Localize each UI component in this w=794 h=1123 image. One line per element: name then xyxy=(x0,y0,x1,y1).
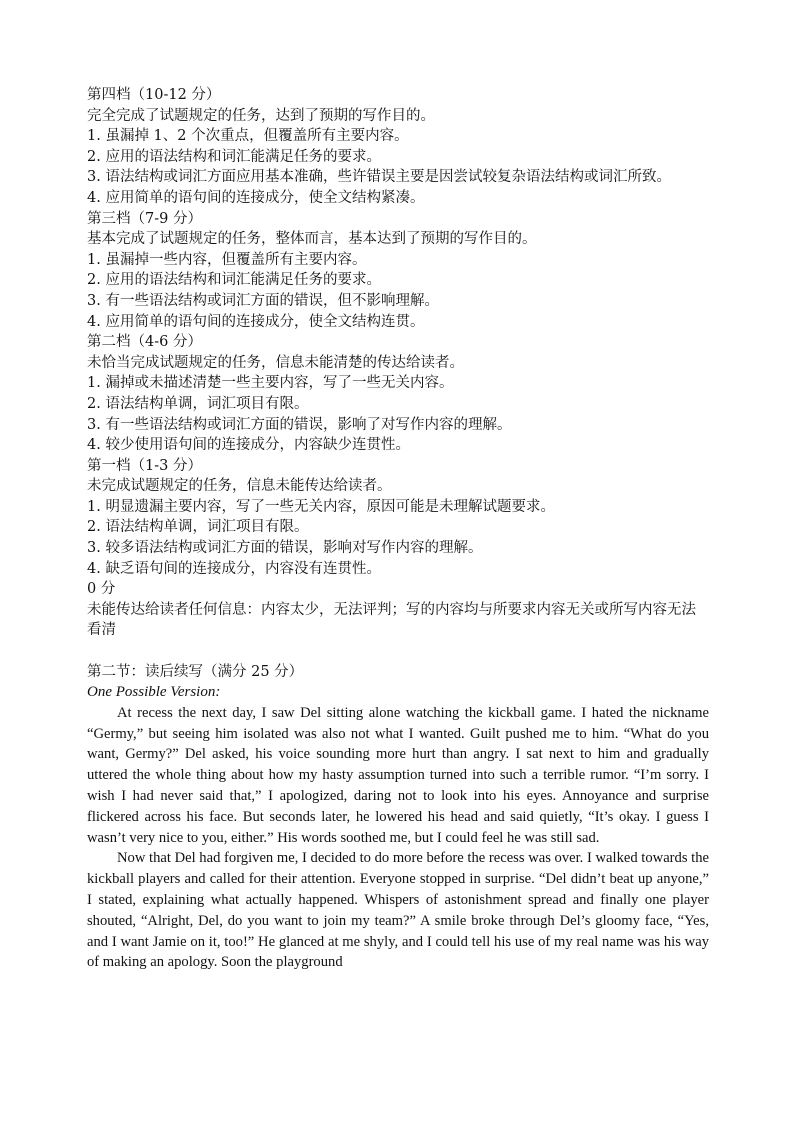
section-spacer xyxy=(87,641,709,662)
level-1-item-2: 2. 语法结构单调，词汇项目有限。 xyxy=(87,519,309,536)
level-3-item-4: 4. 应用简单的语句间的连接成分，使全文结构连贯。 xyxy=(87,313,425,330)
level-3-item-3: 3. 有一些语法结构或词汇方面的错误，但不影响理解。 xyxy=(87,292,439,309)
level-2-item-2: 2. 语法结构单调，词汇项目有限。 xyxy=(87,395,309,412)
section-2-heading: 第二节：读后续写（满分 25 分） xyxy=(87,663,304,680)
level-2-summary: 未恰当完成试题规定的任务，信息未能清楚的传达给读者。 xyxy=(87,354,464,371)
level-4-item-1: 1. 虽漏掉 1、2 个次重点，但覆盖所有主要内容。 xyxy=(87,128,409,145)
level-0-heading: 0 分 xyxy=(87,581,116,598)
level-4-heading: 第四档（10-12 分） xyxy=(87,87,221,103)
level-2-heading: 第二档（4-6 分） xyxy=(87,334,202,351)
essay-paragraph-1: At recess the next day, I saw Del sitting alone watching the kickball game. I hated the nickname “Germy,” but seeing him isolated was also not what I wanted. Guilt pushed me to him. “What do you want, Germy?” Del asked, his voice sounding more hurt than angry. I sat next to him and gradually uttered the whole thing about how my hasty assumption turned into such a terrible rumor. “I’m sorry. I wish I had never said that,” I apologized, daring not to look into his eyes. Annoyance and surprise flickered across his face. But seconds later, he lowered his head and said quietly, “It’s okay. I guess I wasn’t very nice to you, either.” His words soothed me, but I could feel he was still sad. xyxy=(87,704,709,846)
essay-paragraph-2: Now that Del had forgiven me, I decided to do more before the recess was over. I walked towards the kickball players and called for their attention. Everyone stopped in surprise. “Del didn’t beat up anyone,” I stated, explaining what actually happened. Whispers of astonishment spread and finally one player shouted, “Alright, Del, do you want to join my team?” A smile broke through Del’s gloomy face, “Yes, and I want Jamie on it, too!” He glanced at me shyly, and I could tell his use of my real name was his way of making an apology. Soon the playground xyxy=(87,850,709,971)
level-3-summary: 基本完成了试题规定的任务，整体而言，基本达到了预期的写作目的。 xyxy=(87,231,537,248)
level-2-item-3: 3. 有一些语法结构或词汇方面的错误，影响了对写作内容的理解。 xyxy=(87,416,512,433)
level-3-heading: 第三档（7-9 分） xyxy=(87,210,202,227)
level-0-text: 未能传达给读者任何信息：内容太少，无法评判；写的内容均与所要求内容无关或所写内容无法看清 xyxy=(87,601,696,639)
level-4-item-3: 3. 语法结构或词汇方面应用基本准确，些许错误主要是因尝试较复杂语法结构或词汇所致。 xyxy=(87,169,671,186)
level-3-item-2: 2. 应用的语法结构和词汇能满足任务的要求。 xyxy=(87,272,381,289)
level-1-heading: 第一档（1-3 分） xyxy=(87,457,202,474)
level-2-item-1: 1. 漏掉或未描述清楚一些主要内容，写了一些无关内容。 xyxy=(87,375,454,392)
level-1-item-4: 4. 缺乏语句间的连接成分，内容没有连贯性。 xyxy=(87,560,381,577)
level-2-item-4: 4. 较少使用语句间的连接成分，内容缺少连贯性。 xyxy=(87,437,410,454)
level-3-item-1: 1. 虽漏掉一些内容，但覆盖所有主要内容。 xyxy=(87,251,367,268)
level-1-item-1: 1. 明显遗漏主要内容，写了一些无关内容，原因可能是未理解试题要求。 xyxy=(87,498,555,515)
level-1-summary: 未完成试题规定的任务，信息未能传达给读者。 xyxy=(87,478,392,495)
level-4-item-2: 2. 应用的语法结构和词汇能满足任务的要求。 xyxy=(87,148,381,165)
page-content xyxy=(87,85,709,973)
version-label: One Possible Version: xyxy=(87,684,221,701)
level-1-item-3: 3. 较多语法结构或词汇方面的错误，影响对写作内容的理解。 xyxy=(87,540,483,557)
level-4-summary: 完全完成了试题规定的任务，达到了预期的写作目的。 xyxy=(87,107,435,124)
level-4-item-4: 4. 应用简单的语句间的连接成分，使全文结构紧凑。 xyxy=(87,189,425,206)
